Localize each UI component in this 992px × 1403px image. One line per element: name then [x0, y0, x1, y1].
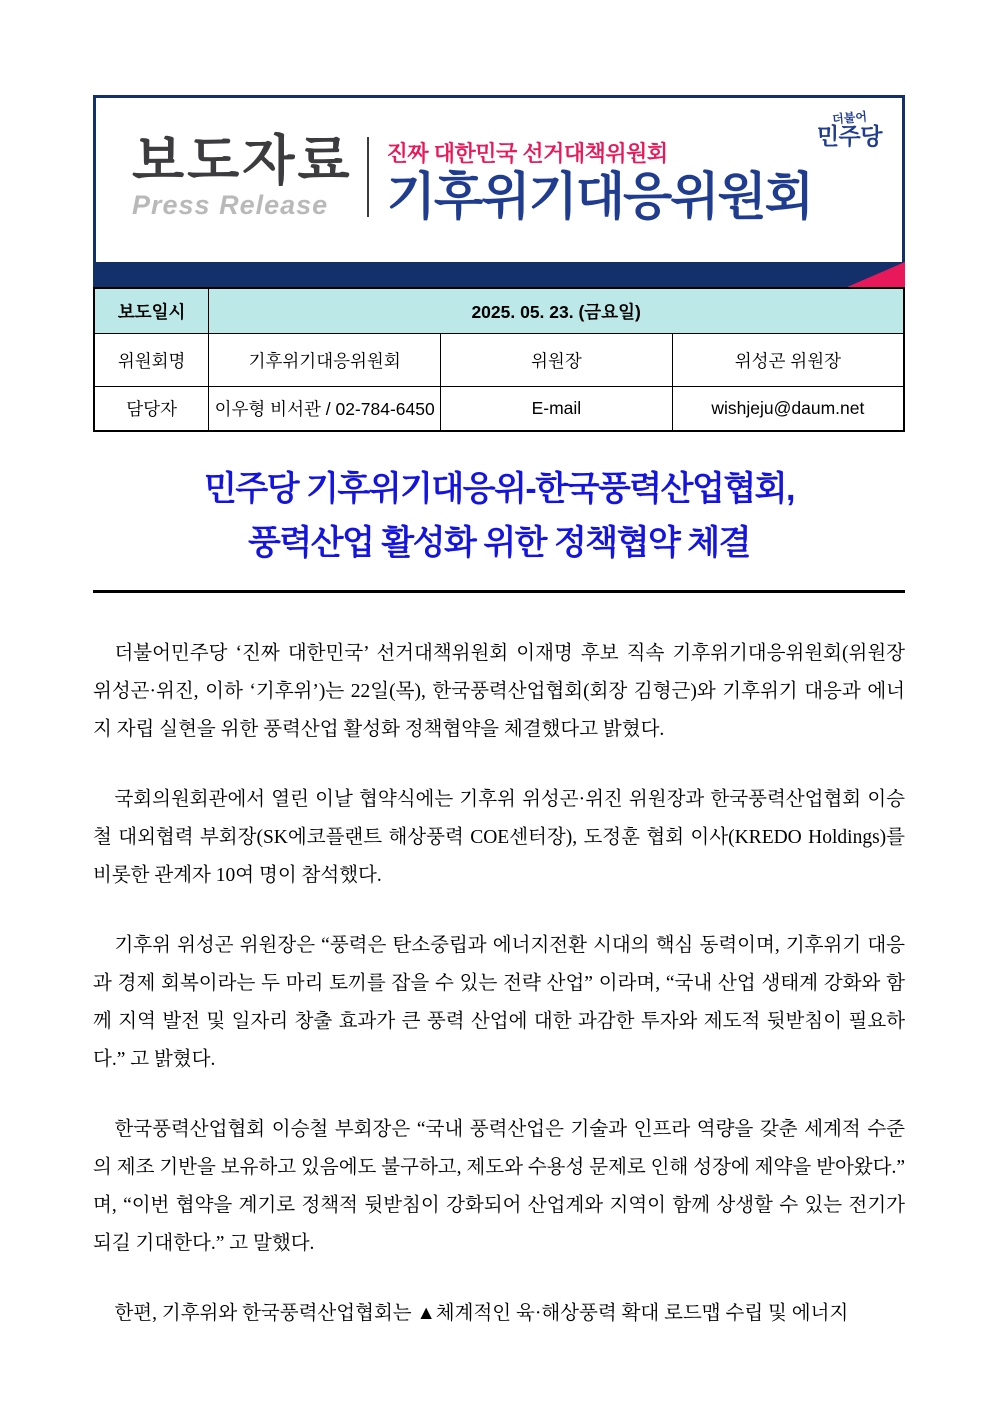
- release-date-label: 보도일시: [94, 288, 209, 334]
- committee-name-value: 기후위기대응위원회: [209, 334, 441, 387]
- party-logo-small-text: 더불어: [831, 109, 868, 127]
- email-value: wishjeju@daum.net: [672, 387, 904, 432]
- table-row-contact: [94, 387, 904, 432]
- campaign-slogan: 진짜 대한민국 선거대책위원회: [386, 140, 668, 166]
- contact-label: 담당자: [94, 387, 209, 432]
- accent-triangle-icon: [847, 262, 905, 287]
- body-paragraph-1: 더불어민주당 ‘진짜 대한민국’ 선거대책위원회 이재명 후보 직속 기후위기대응위원회(위원장 위성곤·위진, 이하 ‘기후위’)는 22일(목), 한국풍력산업협회(회장 김형근)와 기후위기 대응과 에너지 자립 실현을 위한 풍력산업 활성화 정책협약을 체결했다고 밝혔다.: [93, 643, 905, 740]
- table-row-committee: [94, 334, 904, 387]
- body-paragraph-4: 한국풍력산업협회 이승철 부회장은 “국내 풍력산업은 기술과 인프라 역량을 갖춘 세계적 수준의 제조 기반을 보유하고 있음에도 불구하고, 제도와 수용성 문제로 인해 성장에 제약을 받아왔다.” 며, “이번 협약을 계기로 정책적 뒷받침이 강화되어 산업계와 지역이 함께 상생할 수 있는 전기가 되길 기대한다.” 고 말했다.: [93, 1119, 905, 1254]
- body-paragraph-2: 국회의원회관에서 열린 이날 협약식에는 기후위 위성곤·위진 위원장과 한국풍력산업협회 이승철 대외협력 부회장(SK에코플랜트 해상풍력 COE센터장), 도정훈 협회 이사(KREDO Holdings)를 비롯한 관계자 10여 명이 참석했다.: [93, 789, 905, 886]
- header-divider: [367, 137, 369, 217]
- header-bottom-bar: [93, 262, 905, 287]
- contact-value: 이우형 비서관 / 02-784-6450: [209, 387, 441, 432]
- release-date-value: 2025. 05. 23. (금요일): [209, 288, 904, 334]
- press-release-logo-english: Press Release: [132, 189, 329, 220]
- party-logo-name: 민주당: [816, 123, 882, 149]
- committee-name-label: 위원회명: [94, 334, 209, 387]
- press-release-logo-korean: 보도자료: [132, 130, 353, 191]
- chairman-value: 위성곤 위원장: [672, 334, 904, 387]
- party-logo: [816, 109, 882, 149]
- press-headline: [93, 462, 905, 570]
- committee-name: 기후위기대응위원회: [386, 167, 813, 225]
- headline-line2: 풍력산업 활성화 위한 정책협약 체결: [248, 524, 750, 562]
- headline-divider-rule: [93, 590, 905, 593]
- press-info-table: [93, 287, 905, 432]
- press-body: [93, 635, 905, 1333]
- table-row-date: [94, 288, 904, 334]
- headline-line1: 민주당 기후위기대응위-한국풍력산업협회,: [204, 470, 794, 508]
- press-release-logo-block: [132, 130, 353, 221]
- chairman-label: 위원장: [441, 334, 673, 387]
- body-paragraph-5: 한편, 기후위와 한국풍력산업협회는 ▲체계적인 육·해상풍력 확대 로드맵 수립 및 에너지: [114, 1303, 849, 1324]
- body-paragraph-3: 기후위 위성곤 위원장은 “풍력은 탄소중립과 에너지전환 시대의 핵심 동력이며, 기후위기 대응과 경제 회복이라는 두 마리 토끼를 잡을 수 있는 전략 산업” 이라며, “국내 산업 생태계 강화와 함께 지역 발전 및 일자리 창출 효과가 큰 풍력 산업에 대한 과감한 투자와 제도적 뒷받침이 필요하다.” 고 밝혔다.: [93, 935, 905, 1070]
- header-banner: [93, 95, 905, 287]
- email-label: E-mail: [441, 387, 673, 432]
